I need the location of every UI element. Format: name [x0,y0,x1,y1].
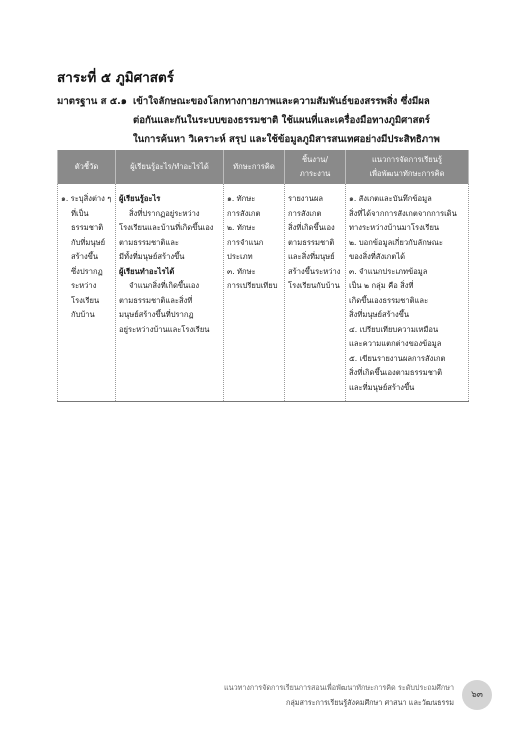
cell-line: โรงเรียน [71,295,100,305]
cell-work [285,184,346,402]
cell-line: ๓. จำแนกประเภทข้อมูล [349,266,428,276]
cell-line: รายงานผล [288,194,324,203]
standard-line: ต่อกันและกันในระบบของธรรมชาติ ใช้แผนที่และเครื่องมือทางภูมิศาสตร์ [133,115,430,126]
section-heading: สาระที่ ๕ ภูมิศาสตร์ [57,70,175,86]
cell-line: ของสิ่งที่สังเกตได้ [349,252,406,261]
cell-line: และความแตกต่างของข้อมูล [349,339,442,348]
table-row [58,184,469,402]
cell-line: ธรรมชาติ [71,223,104,232]
cell-line: ประเภท [227,252,253,261]
cell-line: มีทั้งที่มนุษย์สร้างขึ้น [119,252,185,261]
cell-line: กับที่มนุษย์ [71,237,106,247]
cell-line: ๒. ทักษะ [227,223,256,232]
cell-line: กับบ้าน [71,310,95,319]
header-approach-line: แนวการจัดการเรียนรู้ [371,154,442,164]
table-header-row [58,150,469,184]
footer-subject: กลุ่มสาระการเรียนรู้สังคมศึกษา ศาสนา และวัฒนธรรม [285,698,454,707]
standard-text [133,92,483,149]
cell-line: ตามธรรมชาติและสิ่งที่ [119,295,193,305]
cell-line: และสิ่งที่มนุษย์ [288,252,335,261]
cell-line: ผู้เรียนรู้อะไร [119,194,161,203]
cell-line: สิ่งที่มนุษย์สร้างขึ้น [349,310,410,319]
footer-book-title: แนวทางการจัดการเรียนการสอนเพื่อพัฒนาทักษะการคิด ระดับประถมศึกษา [224,683,454,692]
cell-line: ทางระหว่างบ้านมาโรงเรียน [349,223,440,232]
cell-line: ๔. เปรียบเทียบความเหมือน [349,324,439,334]
cell-line: และที่มนุษย์สร้างขึ้น [349,382,415,392]
cell-line: สิ่งที่ได้จากการสังเกตจากการเดิน [349,208,457,218]
cell-line: การจำแนก [227,237,264,247]
page-number: ๖๓ [462,680,492,710]
cell-line: การเปรียบเทียบ [227,281,278,290]
cell-line: ที่เป็น [71,208,89,218]
cell-line: มนุษย์สร้างขึ้นที่ปรากฏ [119,310,194,319]
cell-line: อยู่ระหว่างบ้านและโรงเรียน [119,324,210,334]
header-work [285,150,346,184]
cell-line: สิ่งที่เกิดขึ้นเอง [288,223,335,232]
cell-line: ตามธรรมชาติและ [119,237,179,247]
cell-skills [224,184,285,402]
cell-line: ตามธรรมชาติ [288,237,335,247]
cell-line: ซึ่งปรากฏ [71,266,103,276]
standard-label: มาตรฐาน ส ๕.๑ [57,96,127,107]
cell-learn [116,184,224,402]
header-skills: ทักษะการคิด [224,150,285,184]
header-work-line: ชิ้นงาน/ [301,154,329,164]
cell-line: การสังเกต [227,208,261,218]
header-learn: ผู้เรียนรู้อะไร/ทำอะไรได้ [116,150,224,184]
standard-line: เข้าใจลักษณะของโลกทางกายภาพและความสัมพันธ์ของสรรพสิ่ง ซึ่งมีผล [133,96,430,107]
header-indicator: ตัวชี้วัด [58,150,116,184]
cell-line: จำแนกสิ่งที่เกิดขึ้นเอง [129,281,200,290]
standard-line: ในการค้นหา วิเคราะห์ สรุป และใช้ข้อมูลภูมิสารสนเทศอย่างมีประสิทธิภาพ [133,134,440,145]
cell-line: ผู้เรียนทำอะไรได้ [119,266,175,276]
cell-line: ๑. สังเกตและบันทึกข้อมูล [349,194,432,203]
cell-approach [346,184,469,402]
cell-line: ๑. ทักษะ [227,194,256,203]
cell-line: โรงเรียนและบ้านที่เกิดขึ้นเอง [119,223,214,232]
cell-line: ๑. ระบุสิ่งต่าง ๆ [61,194,112,203]
header-approach-line: เพื่อพัฒนาทักษะการคิด [369,169,445,178]
indicators-table [57,150,469,402]
cell-line: ๒. บอกข้อมูลเกี่ยวกับลักษณะ [349,237,443,247]
cell-line: สร้างขึ้น [71,252,99,261]
header-approach [346,150,469,184]
cell-line: การสังเกต [288,208,322,218]
cell-line: เกิดขึ้นเองธรรมชาติและ [349,295,429,305]
cell-line: สิ่งที่ปรากฏอยู่ระหว่าง [129,208,200,218]
cell-line: ๕. เขียนรายงานผลการสังเกต [349,353,446,363]
cell-line: สร้างขึ้นระหว่าง [288,266,341,276]
cell-indicator [58,184,116,402]
cell-line: สิ่งที่เกิดขึ้นเองตามธรรมชาติ [349,368,443,377]
cell-line: ๓. ทักษะ [227,266,256,276]
cell-line: ระหว่าง [71,281,97,290]
cell-line: เป็น ๒ กลุ่ม คือ สิ่งที่ [349,281,414,290]
cell-line: โรงเรียนกับบ้าน [288,281,340,290]
header-work-line: ภาระงาน [299,169,331,178]
